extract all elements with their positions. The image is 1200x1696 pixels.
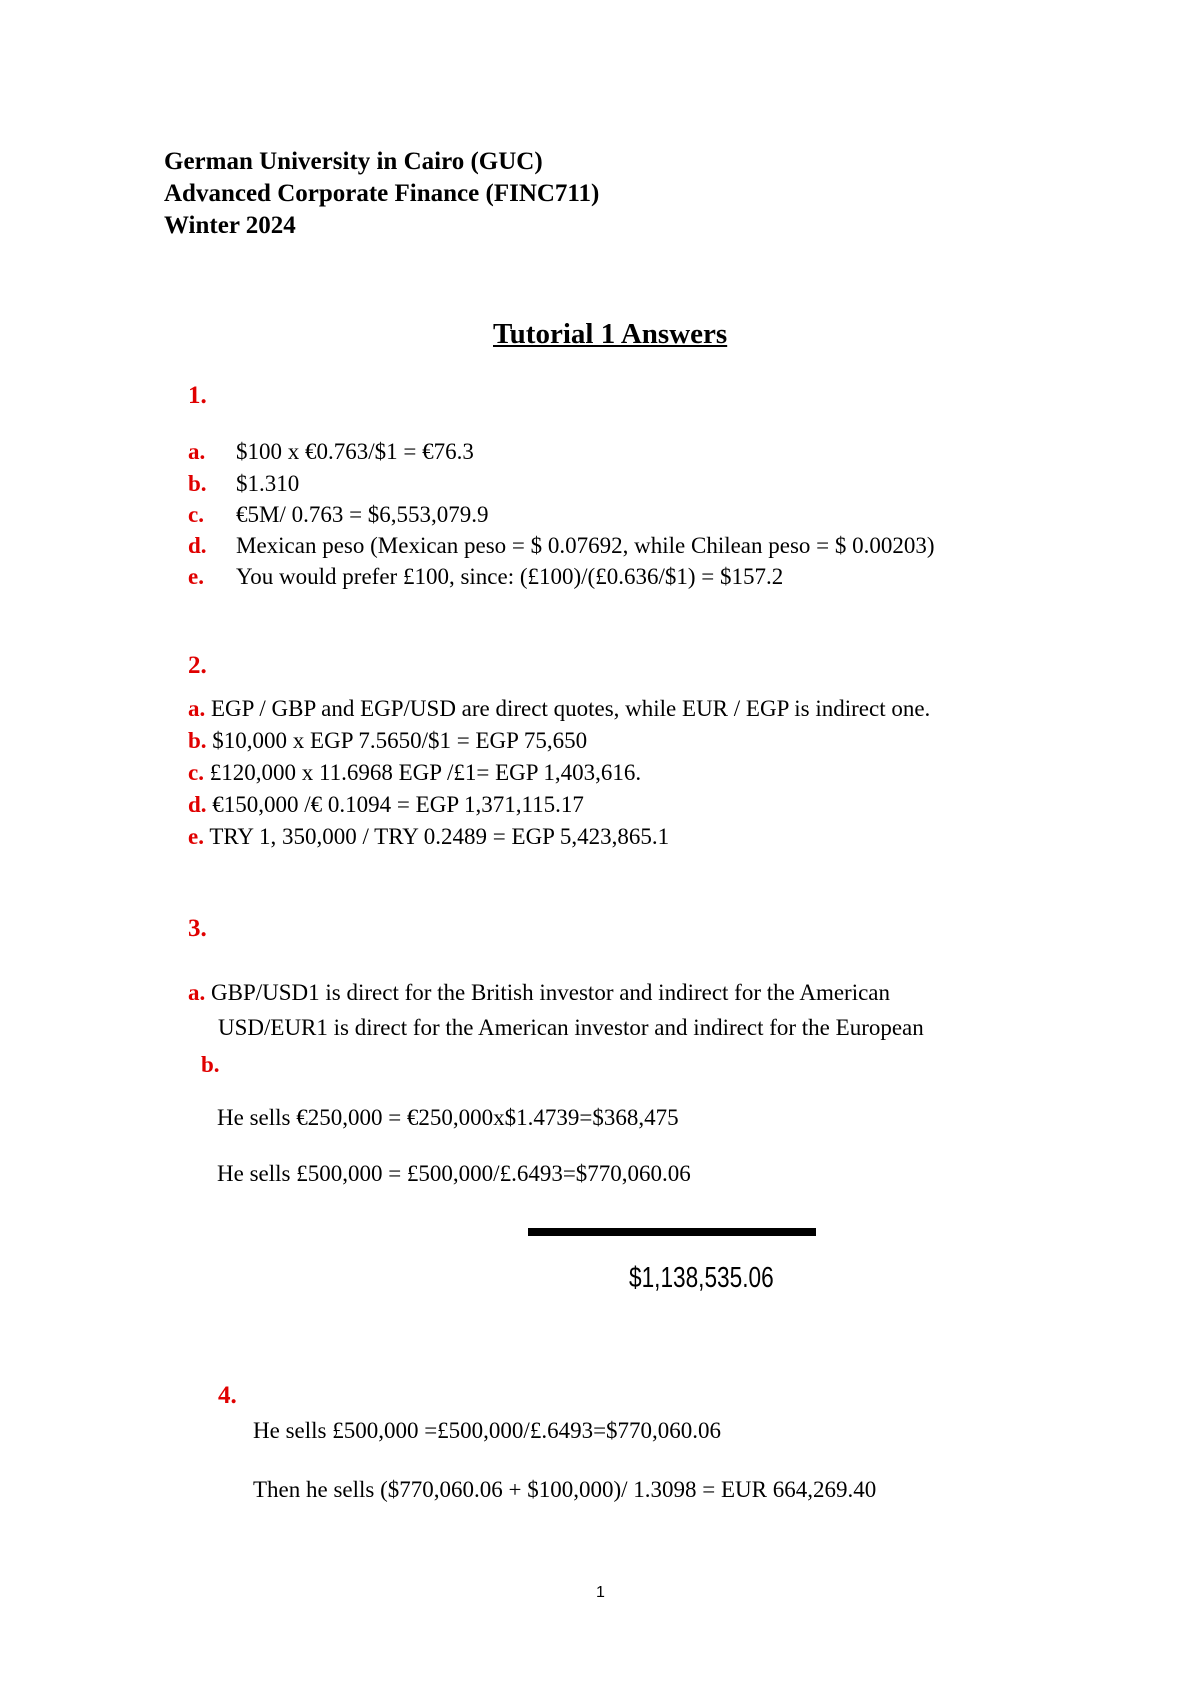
q1-item-e-text: You would prefer £100, since: (£100)/(£0.636/$1) = $157.2 [236,564,784,589]
q2-item-e-text: TRY 1, 350,000 / TRY 0.2489 = EGP 5,423,865.1 [209,824,670,849]
q2-item-d-label: d. [188,792,207,817]
q2-item-a [188,694,930,724]
q3-item-a-line1 [188,978,890,1008]
q4-line2: Then he sells ($770,060.06 + $100,000)/ 1.3098 = EUR 664,269.40 [253,1477,877,1502]
q1-item-a-label: a. [188,439,206,464]
page-title: Tutorial 1 Answers [493,318,728,350]
q1-item-c [188,500,489,530]
q2-item-b-label: b. [188,728,207,753]
q2-item-c-text: £120,000 x 11.6968 EGP /£1= EGP 1,403,616. [209,760,642,785]
q2-item-b [188,726,587,756]
q1-item-d [188,531,935,561]
q2-item-e-label: e. [188,824,204,849]
q3-item-a-line2: USD/EUR1 is direct for the American investor and indirect for the European [218,1015,924,1040]
q2-item-c-label: c. [188,760,204,785]
q1-item-b-label: b. [188,471,207,496]
q1-item-c-label: c. [188,502,204,527]
q1-item-d-text: Mexican peso (Mexican peso = $ 0.07692, while Chilean peso = $ 0.00203) [236,533,935,558]
q1-item-b [188,469,299,499]
university-name: German University in Cairo (GUC) [164,148,543,175]
question-1-number: 1. [188,382,207,409]
q2-item-d-text: €150,000 /€ 0.1094 = EGP 1,371,115.17 [212,792,584,817]
q2-item-b-text: $10,000 x EGP 7.5650/$1 = EGP 75,650 [212,728,588,753]
q2-item-a-label: a. [188,696,206,721]
q1-item-e [188,562,783,592]
q1-item-a-text: $100 x €0.763/$1 = €76.3 [236,439,474,464]
q2-item-c [188,758,641,788]
q2-item-e [188,822,669,852]
q3-item-b-line1: He sells €250,000 = €250,000x$1.4739=$368,475 [217,1105,679,1130]
q1-item-c-text: €5M/ 0.763 = $6,553,079.9 [236,502,489,527]
q1-item-b-text: $1.310 [236,471,300,496]
q3-item-b-label: b. [201,1052,220,1077]
q4-line1: He sells £500,000 =£500,000/£.6493=$770,060.06 [253,1418,722,1443]
page-number: 1 [596,1584,605,1601]
semester: Winter 2024 [164,212,296,239]
q3-total: $1,138,535.06 [629,1262,774,1294]
q3-item-a-text-1: GBP/USD1 is direct for the British investor and indirect for the American [211,980,891,1005]
q1-item-e-label: e. [188,564,204,589]
question-2-number: 2. [188,652,207,679]
question-3-number: 3. [188,915,207,942]
course-name: Advanced Corporate Finance (FINC711) [164,180,600,207]
q1-item-d-label: d. [188,533,207,558]
q3-item-b-line2: He sells £500,000 = £500,000/£.6493=$770,060.06 [217,1161,691,1186]
q3-item-a-label: a. [188,980,206,1005]
q2-item-d [188,790,584,820]
q2-item-a-text: EGP / GBP and EGP/USD are direct quotes, while EUR / EGP is indirect one. [211,696,931,721]
question-4-number: 4. [218,1382,237,1409]
sum-rule [528,1228,816,1236]
q1-item-a [188,437,474,467]
